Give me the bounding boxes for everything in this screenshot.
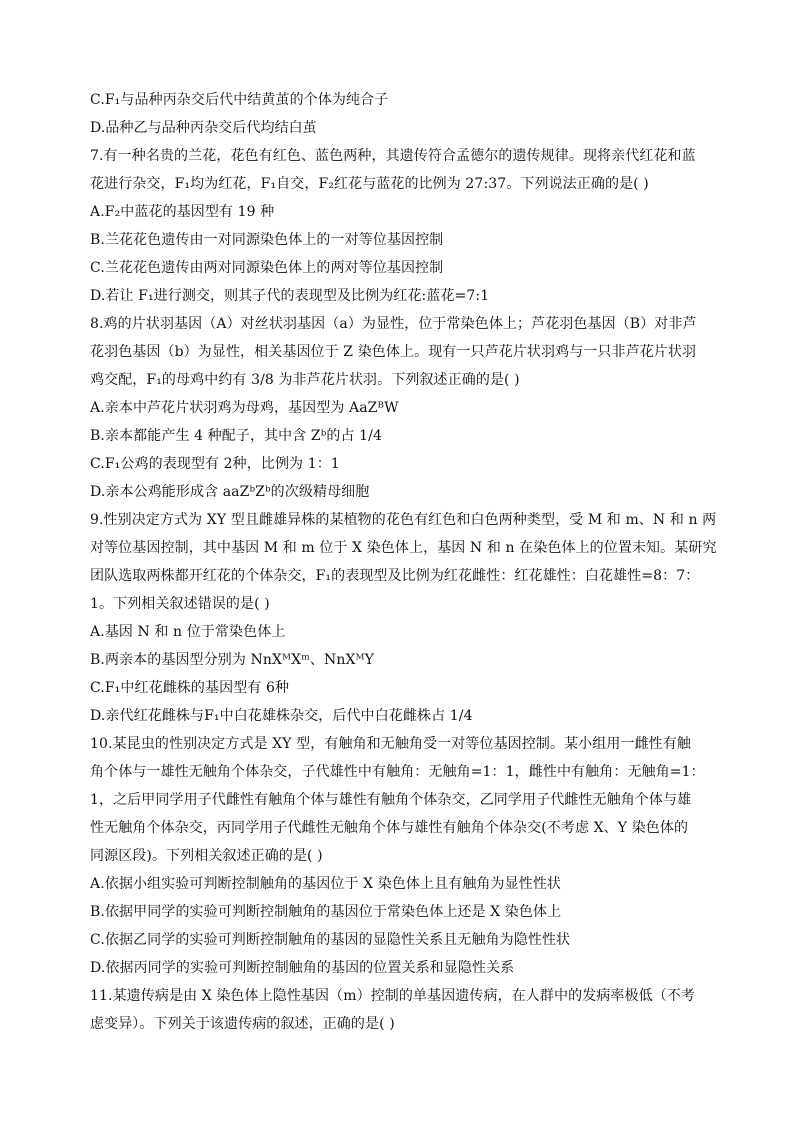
q9-option-d: D.亲代红花雌株与F₁中白花雄株杂交，后代中白花雌株占 1/4: [90, 708, 473, 724]
q8-stem-line-1: 8.鸡的片状羽基因（A）对丝状羽基因（a）为显性，位于常染色体上；芦花羽色基因（B）对非芦: [90, 316, 697, 332]
q8-option-d: D.亲本公鸡能形成含 aaZᵇZᵇ的次级精母细胞: [90, 484, 370, 500]
q10-stem-line-4: 性无触角个体杂交，丙同学用子代雌性无触角个体与雄性有触角个体杂交(不考虑 X、Y 染色体的: [90, 820, 689, 836]
q8-stem-line-2: 花羽色基因（b）为显性，相关基因位于 Z 染色体上。现有一只芦花片状羽鸡与一只非芦花片状羽: [90, 344, 697, 360]
q8-option-b: B.亲本都能产生 4 种配子，其中含 Zᵇ的占 1/4: [90, 428, 383, 444]
q6-option-d: D.品种乙与品种丙杂交后代均结白茧: [90, 120, 317, 136]
q10-option-a: A.依据小组实验可判断控制触角的基因位于 X 染色体上且有触角为显性性状: [90, 876, 562, 892]
q9-stem-line-2: 对等位基因控制，其中基因 M 和 m 位于 X 染色体上，基因 N 和 n 在染色体上的位置未知。某研究: [90, 540, 717, 556]
q9-option-a: A.基因 N 和 n 位于常染色体上: [90, 624, 286, 640]
q7-option-d: D.若让 F₁进行测交，则其子代的表现型及比例为红花:蓝花=7:1: [90, 288, 490, 304]
document-page: [90, 86, 730, 1038]
q10-option-c: C.依据乙同学的实验可判断控制触角的基因的显隐性关系且无触角为隐性性状: [90, 932, 571, 948]
q10-stem-line-1: 10.某昆虫的性别决定方式是 XY 型，有触角和无触角受一对等位基因控制。某小组用一雌性有触: [90, 736, 691, 752]
q7-option-c: C.兰花花色遗传由两对同源染色体上的两对等位基因控制: [90, 260, 444, 276]
q7-option-a: A.F₂中蓝花的基因型有 19 种: [90, 204, 275, 220]
q11-stem-line-2: 虑变异）。下列关于该遗传病的叙述，正确的是( ): [90, 1016, 395, 1032]
q8-option-c: C.F₁公鸡的表现型有 2种，比例为 1：1: [90, 456, 340, 472]
q10-option-b: B.依据甲同学的实验可判断控制触角的基因位于常染色体上还是 X 染色体上: [90, 904, 562, 920]
q10-stem-line-3: 1，之后甲同学用子代雌性有触角个体与雄性有触角个体杂交，乙同学用子代雌性无触角个体与雄: [90, 792, 692, 808]
q8-stem-line-3: 鸡交配，F₁的母鸡中约有 3/8 为非芦花片状羽。下列叙述正确的是( ): [90, 372, 520, 388]
q10-stem-line-2: 角个体与一雄性无触角个体杂交，子代雄性中有触角：无触角=1：1，雌性中有触角：无触角=1：: [90, 764, 705, 780]
q7-stem-line-1: 7.有一种名贵的兰花，花色有红色、蓝色两种，其遗传符合孟德尔的遗传规律。现将亲代红花和蓝: [90, 148, 696, 164]
q8-option-a: A.亲本中芦花片状羽鸡为母鸡，基因型为 AaZᴮW: [90, 400, 399, 416]
q9-option-c: C.F₁中红花雌株的基因型有 6种: [90, 680, 290, 696]
q7-option-b: B.兰花花色遗传由一对同源染色体上的一对等位基因控制: [90, 232, 444, 248]
q6-option-c: C.F₁与品种丙杂交后代中结黄茧的个体为纯合子: [90, 92, 389, 108]
q11-stem-line-1: 11.某遗传病是由 X 染色体上隐性基因（m）控制的单基因遗传病，在人群中的发病率极低（不考: [90, 988, 696, 1004]
q10-stem-line-5: 同源区段)。下列相关叙述正确的是( ): [90, 848, 323, 864]
q9-stem-line-1: 9.性别决定方式为 XY 型且雌雄异株的某植物的花色有红色和白色两种类型，受 M 和 m、N 和 n 两: [90, 512, 717, 528]
q9-stem-line-3: 团队选取两株都开红花的个体杂交，F₁的表现型及比例为红花雌性：红花雄性：白花雄性=8：7：: [90, 568, 700, 584]
q9-stem-line-4: 1。下列相关叙述错误的是( ): [90, 596, 270, 612]
q10-option-d: D.依据丙同学的实验可判断控制触角的基因的位置关系和显隐性关系: [90, 960, 515, 976]
q9-option-b: B.两亲本的基因型分别为 NnXᴹXᵐ、NnXᴹY: [90, 652, 375, 668]
q7-stem-line-2: 花进行杂交，F₁均为红花，F₁自交，F₂红花与蓝花的比例为 27:37。下列说法正确的是( ): [90, 176, 649, 192]
